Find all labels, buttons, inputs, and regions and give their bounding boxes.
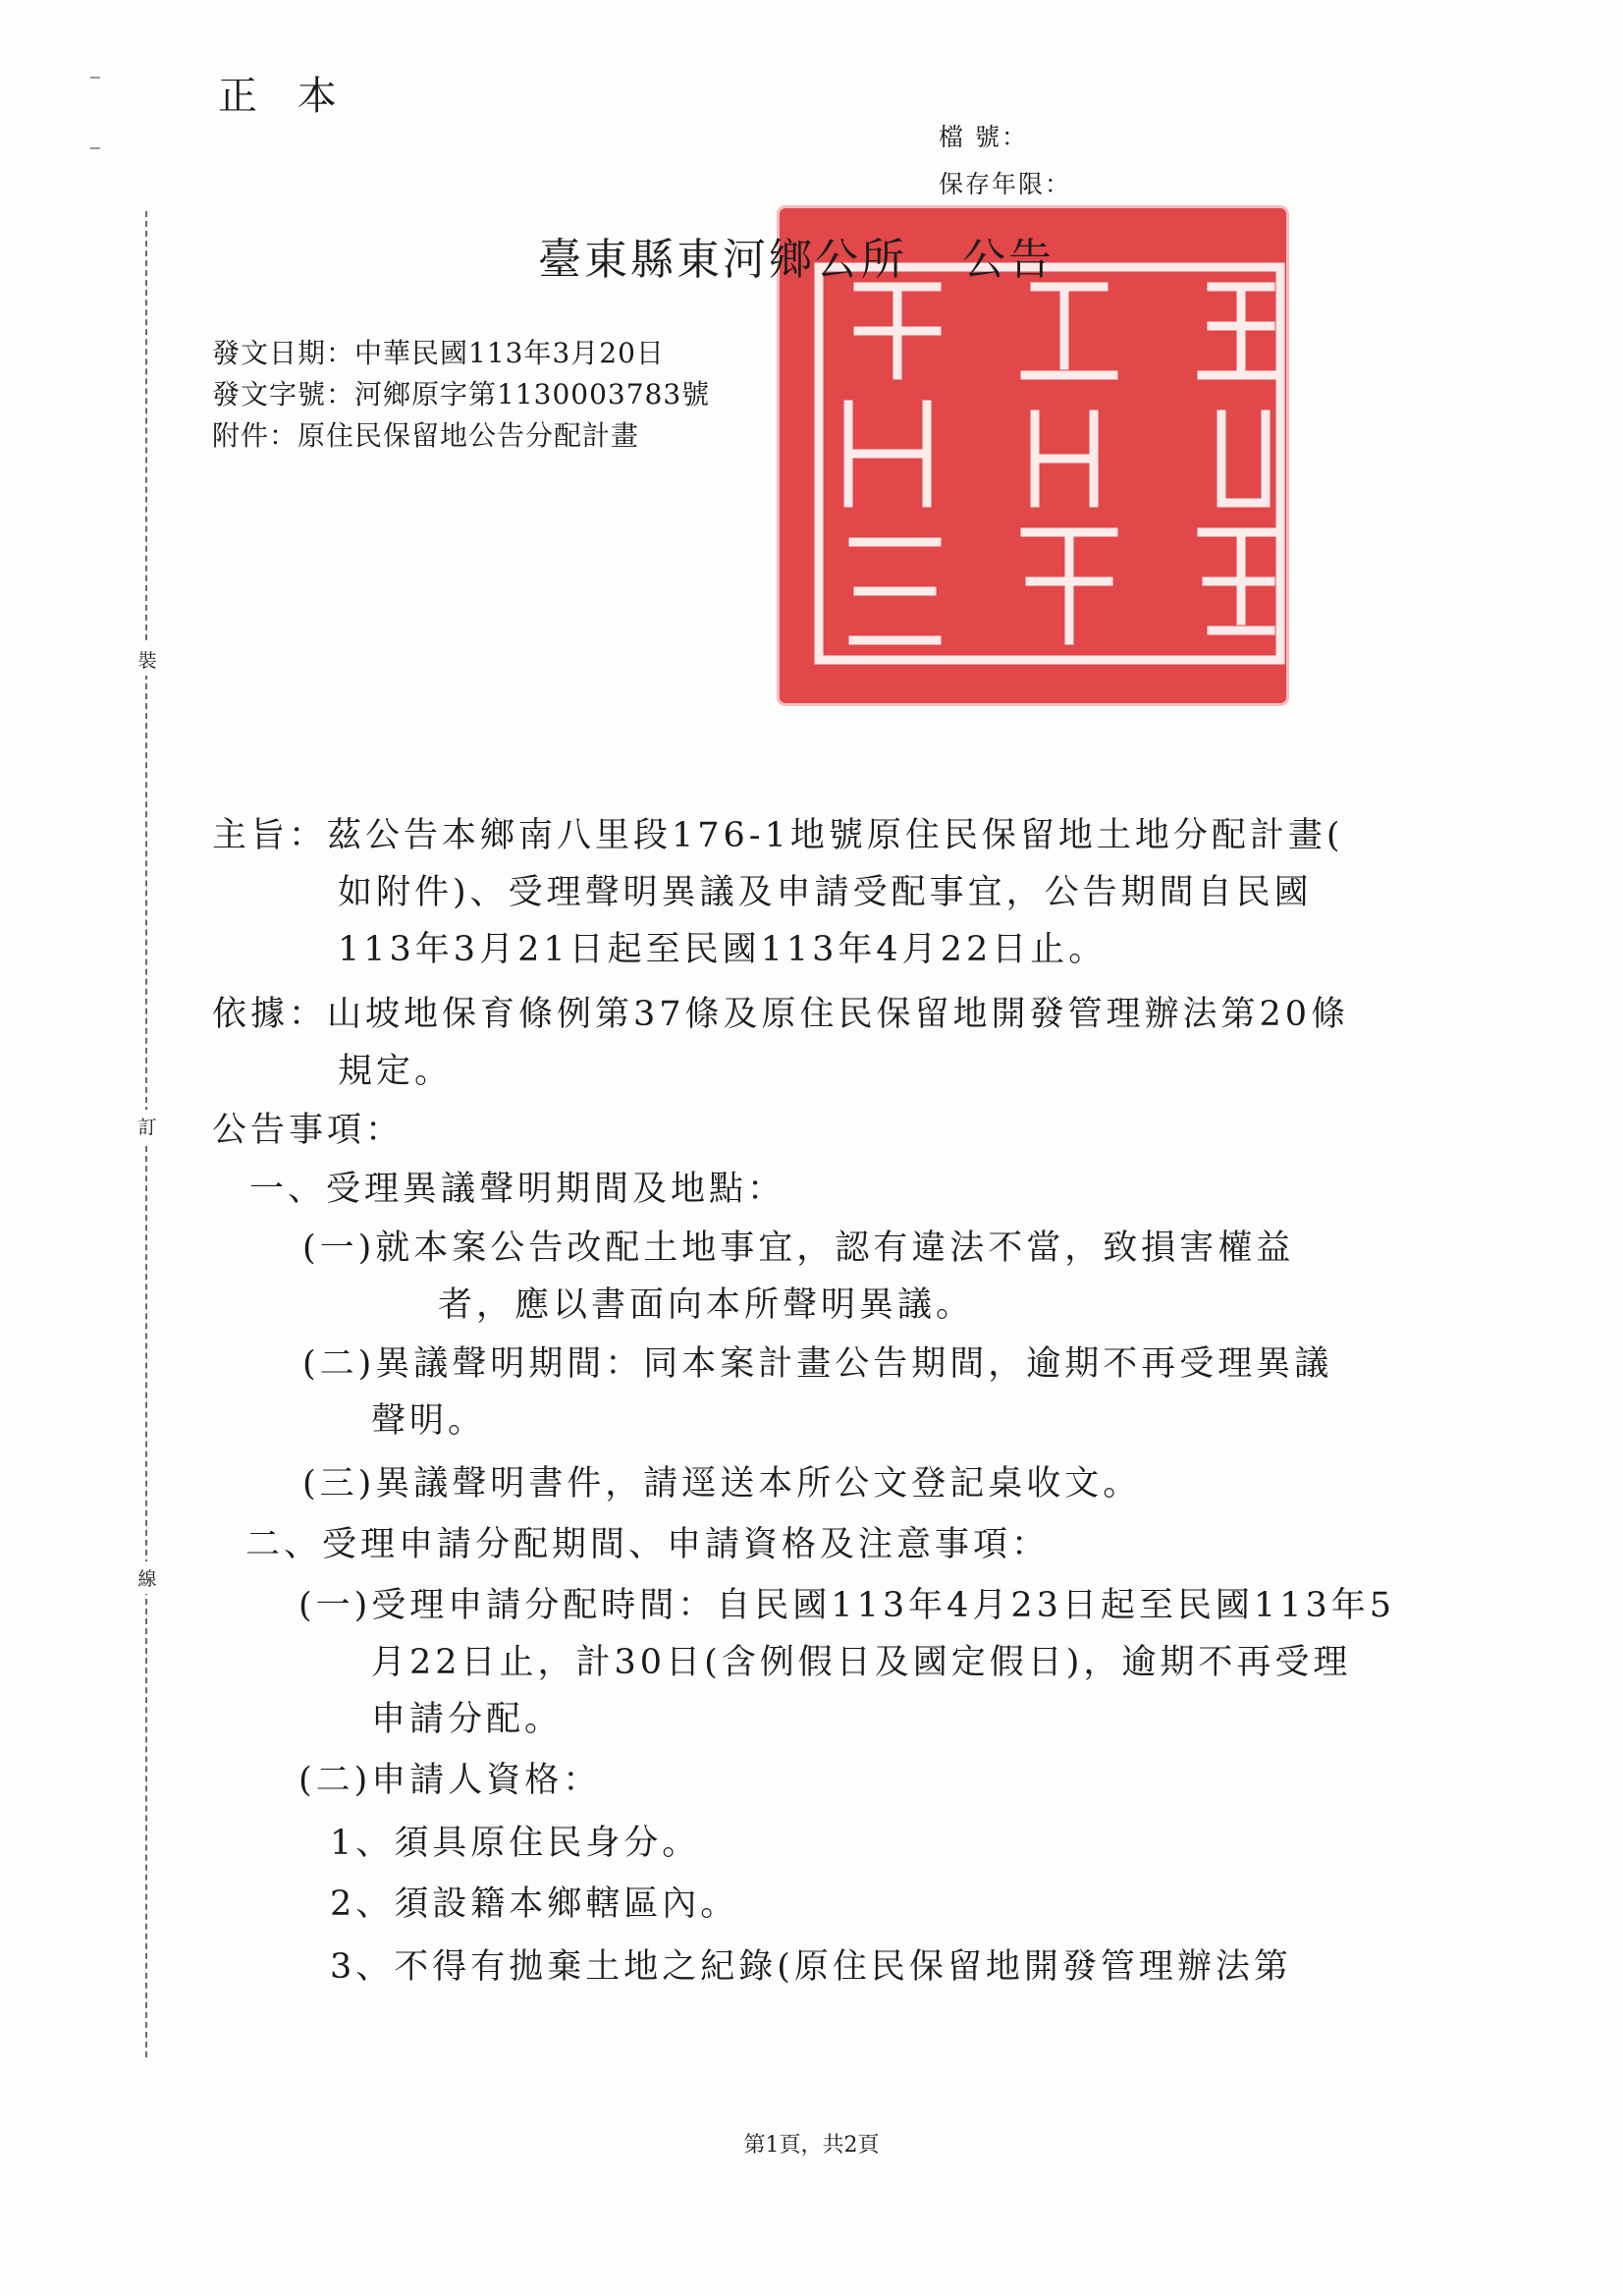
item-2-2-heading: (二)申請人資格： bbox=[298, 1761, 602, 1800]
announcement-label: 公告 bbox=[962, 235, 1055, 285]
page-number: 第1頁，共2頁 bbox=[743, 2133, 880, 2158]
item-1-2-line-1: (二)異議聲明期間：同本案計畫公告期間，逾期不再受理異議 bbox=[302, 1344, 1333, 1384]
agency-name: 臺東縣東河鄉公所 bbox=[538, 235, 907, 285]
item-1-2-line-2: 聲明。 bbox=[371, 1401, 487, 1441]
announcement-items-heading: 公告事項： bbox=[212, 1111, 405, 1150]
basis-line-1: 依據：山坡地保育條例第37條及原住民保留地開發管理辦法第20條 bbox=[212, 995, 1350, 1034]
subject-line-1: 主旨：茲公告本鄉南八里段176-1地號原住民保留地土地分配計畫( bbox=[212, 816, 1344, 855]
item-2-1-line-3: 申請分配。 bbox=[371, 1700, 564, 1739]
copy-mark: 正 本 bbox=[218, 74, 351, 119]
binding-char-top: 裝 bbox=[137, 643, 157, 676]
qualification-1: 1、須具原住民身分。 bbox=[330, 1824, 701, 1863]
qualification-2: 2、須設籍本鄉轄區內。 bbox=[330, 1885, 739, 1924]
item-1-1-line-2: 者，應以書面向本所聲明異議。 bbox=[438, 1285, 975, 1325]
item-2-heading: 二、受理申請分配期間、申請資格及注意事項： bbox=[245, 1525, 1051, 1564]
item-1-heading: 一、受理異議聲明期間及地點： bbox=[249, 1170, 786, 1209]
subject-line-3: 113年3月21日起至民國113年4月22日止。 bbox=[338, 930, 1108, 969]
retention-period-label: 保存年限： bbox=[939, 170, 1072, 198]
scan-mark bbox=[90, 147, 100, 149]
document-number: 發文字號：河鄉原字第1130003783號 bbox=[212, 378, 711, 410]
binding-char-bottom: 線 bbox=[137, 1561, 157, 1594]
item-1-3: (三)異議聲明書件，請逕送本所公文登記桌收文。 bbox=[302, 1464, 1142, 1503]
item-2-1-line-2: 月22日止，計30日(含例假日及國定假日)，逾期不再受理 bbox=[371, 1643, 1352, 1682]
item-1-1-line-1: (一)就本案公告改配土地事宜，認有違法不當，致損害權益 bbox=[302, 1229, 1295, 1268]
basis-line-2: 規定。 bbox=[338, 1052, 454, 1091]
subject-line-2: 如附件)、受理聲明異議及申請受配事宜，公告期間自民國 bbox=[338, 873, 1313, 912]
binding-char-middle: 訂 bbox=[137, 1110, 157, 1142]
file-number-label: 檔 號： bbox=[939, 123, 1028, 151]
attachment: 附件：原住民保留地公告分配計畫 bbox=[212, 419, 640, 452]
item-2-1-line-1: (一)受理申請分配時間：自民國113年4月23日起至民國113年5 bbox=[298, 1586, 1395, 1625]
announcement-title bbox=[538, 224, 1055, 287]
scan-mark bbox=[90, 77, 100, 79]
qualification-3: 3、不得有拋棄土地之紀錄(原住民保留地開發管理辦法第 bbox=[330, 1947, 1292, 1987]
issue-date: 發文日期：中華民國113年3月20日 bbox=[212, 337, 665, 369]
